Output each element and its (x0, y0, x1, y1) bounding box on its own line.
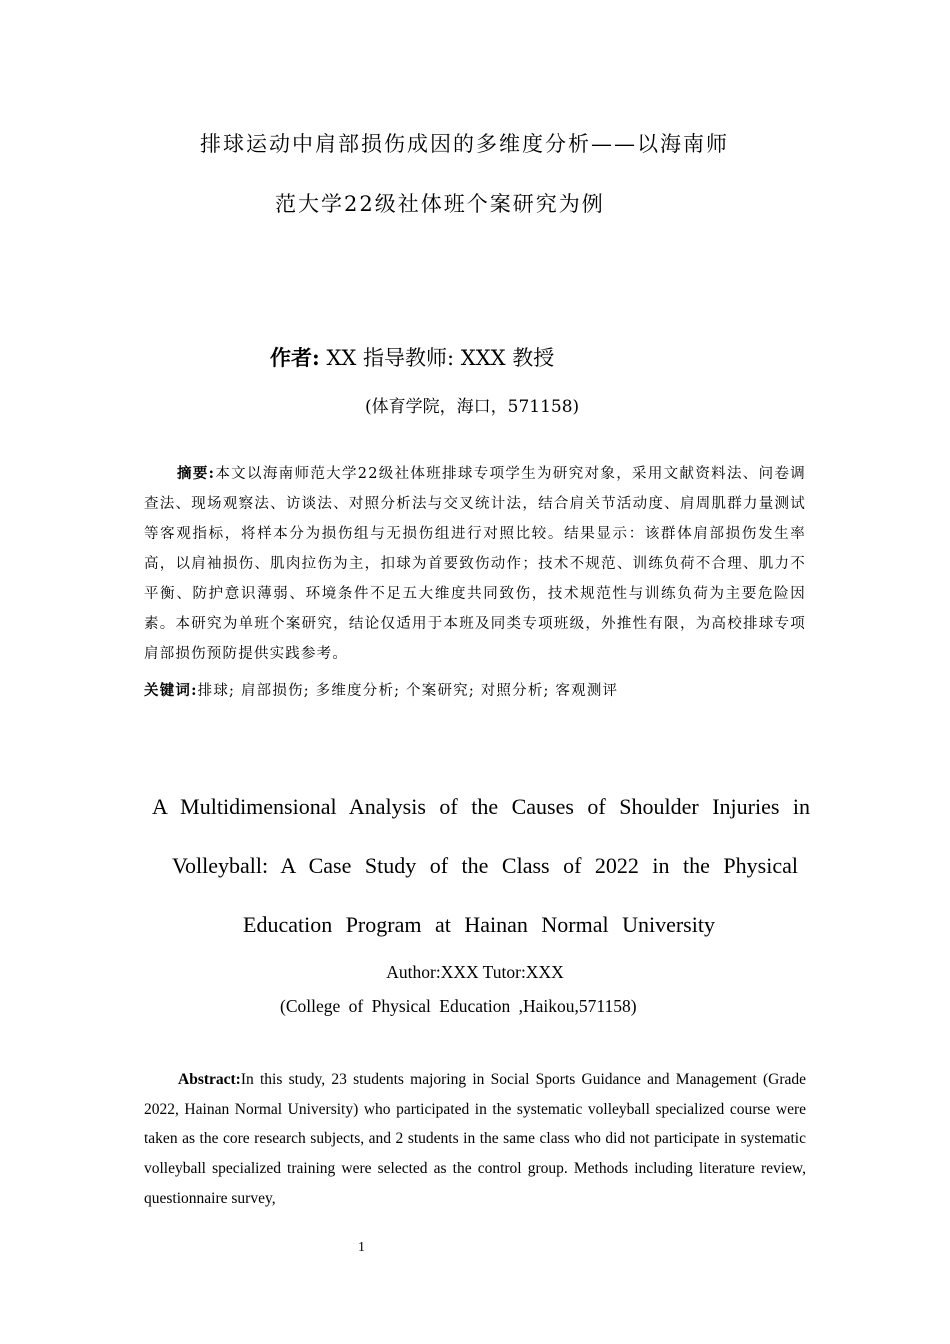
english-title-line-3: Education Program at Hainan Normal University (243, 912, 715, 937)
chinese-affiliation: (体育学院，海口，571158) (365, 397, 580, 417)
page-number: 1 (358, 1240, 365, 1255)
chinese-abstract-label: 摘要: (177, 465, 216, 482)
english-title-line-2: Volleyball: A Case Study of the Class of 2022 in the Physical (172, 853, 798, 878)
chinese-keywords-label: 关键词: (144, 682, 198, 699)
chinese-abstract (144, 459, 806, 669)
english-affiliation: (College of Physical Education ,Haikou,571158) (280, 996, 637, 1016)
english-title-line-1: A Multidimensional Analysis of the Causes of Shoulder Injuries in (152, 794, 811, 819)
chinese-keywords-text: 排球; 肩部损伤; 多维度分析; 个案研究; 对照分析; 客观测评 (197, 683, 619, 699)
english-author-line: Author:XXX Tutor:XXX (386, 962, 564, 982)
chinese-author-names: XX 指导教师: XXX 教授 (319, 346, 555, 370)
english-abstract-label: Abstract: (178, 1071, 241, 1088)
english-abstract-text: In this study, 23 students majoring in Social Sports Guidance and Management (Grade 2022, Hainan Normal University) who participated in the systematic volleyball specialized course were taken as the core research subjects, and 2 students in the same class who did not participate in systematic volleyball specialized training were selected as the control group. Methods including literature review, questionnaire survey, (144, 1071, 806, 1207)
english-abstract (144, 1065, 806, 1214)
chinese-keywords (144, 676, 806, 706)
chinese-author-line (270, 342, 554, 372)
chinese-title-line-1: 排球运动中肩部损伤成因的多维度分析——以海南师 (200, 132, 729, 156)
chinese-title-line-2: 范大学22级社体班个案研究为例 (275, 192, 605, 216)
chinese-abstract-text: 本文以海南师范大学22级社体班排球专项学生为研究对象，采用文献资料法、问卷调查法、现场观察法、访谈法、对照分析法与交叉统计法，结合肩关节活动度、肩周肌群力量测试等客观指标，将样本分为损伤组与无损伤组进行对照比较。结果显示：该群体肩部损伤发生率高，以肩袖损伤、肌肉拉伤为主，扣球为首要致伤动作；技术不规范、训练负荷不合理、肌力不平衡、防护意识薄弱、环境条件不足五大维度共同致伤，技术规范性与训练负荷为主要危险因素。本研究为单班个案研究，结论仅适用于本班及同类专项班级，外推性有限，为高校排球专项肩部损伤预防提供实践参考。 (144, 466, 806, 662)
chinese-author-label: 作者: (270, 345, 320, 370)
